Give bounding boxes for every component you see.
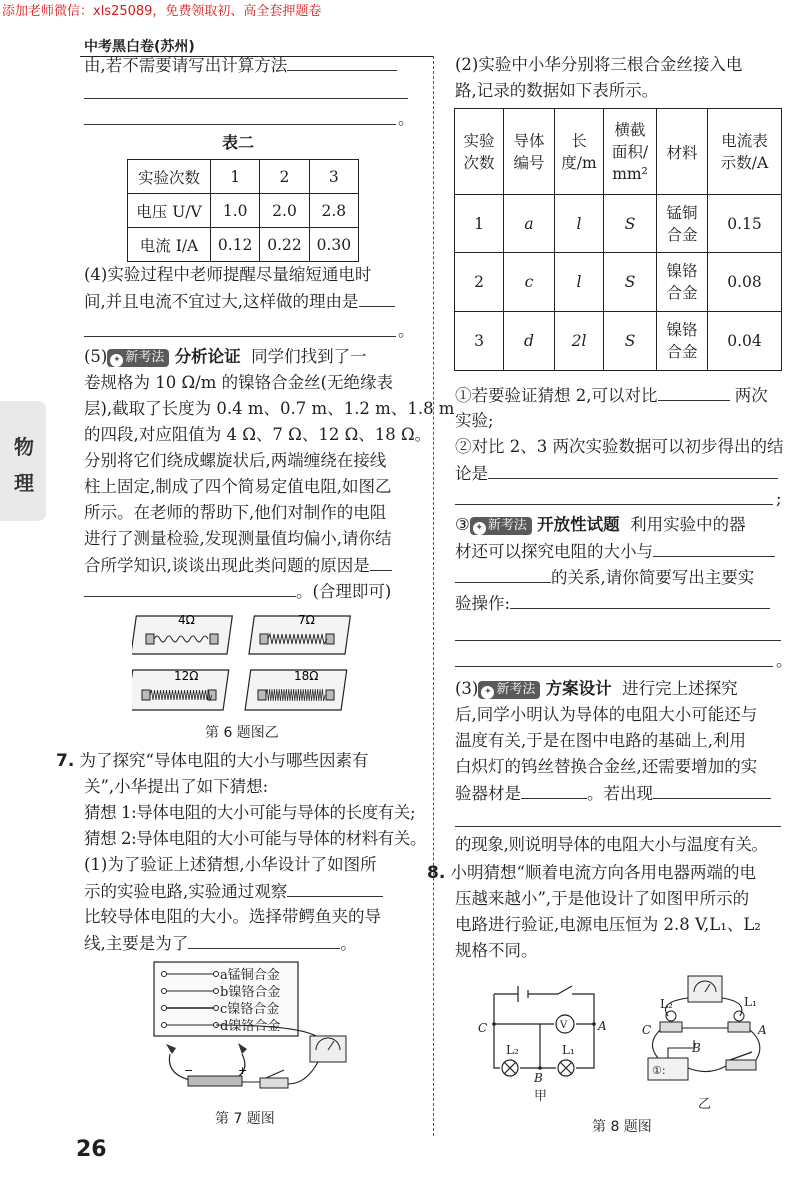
c3-line4 [455,592,770,615]
q7-line: 猜想 2:导体电阻的大小可能与导体的材料有关。 [84,829,427,848]
q6-5-line: 层),截取了长度为 0.4 m、0.7 m、1.2 m、1.8 m [84,399,455,418]
svg-text:①:: ①: [652,1064,666,1077]
table-cell: 0.04 [708,312,782,371]
table2-title: 表二 [222,133,255,152]
header-text: 实验次数 [463,131,495,172]
table-cell: 1 [455,195,504,253]
table-cell [657,253,708,312]
table-row [455,312,782,371]
c3-line3-text: 的关系,请你简要写出主要实 [551,568,755,587]
watermark: 添加老师微信：xls25089，免费领取初、高全套押题卷 [2,4,322,19]
fig8-physical-setup [630,972,780,1114]
answer-line[interactable] [455,666,773,667]
table-header-cell [555,109,604,195]
resistor-board-4ohm [132,613,232,654]
answer-blank[interactable] [287,54,397,71]
q6-5-prefix: (5) [84,347,108,366]
period: 。 [398,109,415,128]
q7-3-line5 [455,782,771,805]
q7-3-line: 后,同学小明认为导体的电阻大小可能还与 [455,705,758,724]
point-c-label: C [642,1023,652,1037]
table-row [455,253,782,312]
semicolon: ; [776,489,782,508]
table-cell: S [604,195,657,253]
table-cell: 1.0 [211,194,260,228]
c3-line2-text: 材还可以探究电阻的大小与 [455,542,653,561]
lamp-l2-label: L₂ [506,1043,519,1057]
q7-3-line: 温度有关,于是在图中电路的基础上,利用 [455,731,746,750]
c3-line2 [455,540,775,563]
q6-5-line: 分别将它们绕成螺旋状后,两端缠绕在接线 [84,451,387,470]
fig8-caption: 第 8 题图 [592,1119,652,1135]
q6-5-line: 进行了测量检验,发现测量值均偏小,请你结 [84,529,392,548]
q6-5-line-text: 合所学知识,谈谈出现此类问题的原因是 [84,556,370,575]
answer-blank[interactable] [658,384,730,401]
wire-label: d镍铬合金 [220,1019,281,1034]
cell-text: 镍铬合金 [666,321,698,361]
switch-icon [260,1078,288,1088]
q6-5-line1-rest: 同学们找到了一 [251,347,367,366]
period: 。 [776,651,793,670]
svg-text:+: + [238,1064,248,1077]
lamp-l1-device [728,1011,750,1032]
svg-text:−: − [184,1064,194,1077]
q6-5-line: 的四段,对应阻值为 4 Ω、7 Ω、12 Ω、18 Ω。 [84,425,432,444]
q6-5-line1 [84,346,367,368]
answer-line[interactable] [455,504,773,505]
resistor-board-7ohm [249,613,350,654]
answer-line[interactable] [455,826,781,827]
period: 。 [398,321,415,340]
c3-line3 [455,566,754,589]
answer-blank[interactable] [370,554,392,571]
table-cell: 3 [455,312,504,371]
q6-4-line2-text: 间,并且电流不宜过大,这样做的理由是 [84,292,359,311]
table-cell: 0.15 [708,195,782,253]
q8-line1 [427,862,756,884]
q6-5-tag: 分析论证 [174,347,241,366]
q7-line-text: 示的实验电路,实验通过观察 [84,882,288,901]
table-header-cell [604,109,657,195]
q7-3-line5-text2: 。若出现 [587,784,653,803]
table-cell: 2 [455,253,504,312]
wire-label: a锰铜合金 [220,968,280,983]
header-text: 长度/m [561,131,597,172]
lightbulb-icon: ✦ [481,686,494,699]
column-divider [433,56,434,1136]
c1-line1 [455,384,768,407]
q8-line1-text: 小明猜想“顺着电流方向各用电器两端的电 [450,863,756,882]
answer-blank[interactable] [653,540,775,557]
cell-text: 锰铜合金 [666,203,698,244]
c2-line1: ②对比 2、3 两次实验数据可以初步得出的结 [455,437,784,456]
c1-line1-end: 两次 [734,386,768,405]
table-cell: 电压 U/V [128,194,211,228]
wire-label: c镍铬合金 [220,1002,280,1017]
switch-icon [558,986,572,994]
fig8-sub-left: 甲 [534,1089,548,1104]
alligator-clip [238,1043,247,1054]
q7-3-line5-text: 验器材是 [455,784,521,803]
table-cell: l [555,253,604,312]
fig6-resistor-boards [132,604,360,718]
answer-line[interactable] [84,336,396,337]
answer-blank[interactable] [455,566,551,583]
c3-line1 [455,514,746,536]
table-cell: a [504,195,555,253]
table-header-cell [708,109,782,195]
header-text: 电流表示数/A [720,131,769,172]
table-header-cell: 材料 [657,109,708,195]
q7-3-line: 白炽灯的钨丝替换合金丝,还需要增加的实 [455,757,758,776]
table-cell: S [604,312,657,371]
table-cell: 0.12 [211,228,260,262]
table-header-cell [504,109,555,195]
table-cell: S [604,253,657,312]
answer-blank[interactable] [287,880,383,897]
resistor-board-12ohm [132,669,229,710]
q6-5-line: 柱上固定,制成了四个简易定值电阻,如图乙 [84,477,392,496]
q8-line: 压越来越小”,于是他设计了如图甲所示的 [455,889,750,908]
side-tab-char-2: 理 [14,471,34,495]
q6-5-end [84,580,391,603]
q6-4-line1: (4)实验过程中老师提醒尽量缩短通电时 [84,265,372,284]
q7-3-tag: 方案设计 [545,679,612,698]
lamp-l1-label: L₁ [744,995,757,1009]
c1-line2: 实验; [455,411,494,430]
table-cell: 电流 I/A [128,228,211,262]
fig8-circuit-diagram [472,976,612,1108]
q6-5-end-text: 。(合理即可) [296,582,392,601]
header-text: 导体编号 [513,131,545,172]
table-cell: l [555,195,604,253]
point-c-label: C [478,1021,488,1035]
resistor-label: 18Ω [294,669,319,683]
resistor-label: 7Ω [298,613,315,627]
point-b-label: B [534,1071,543,1085]
table-cell: 1 [211,160,260,194]
table-cell [657,195,708,253]
header-text: 横截面积/mm² [611,120,649,183]
q7-line: 关”,小华提出了如下猜想: [84,777,269,796]
q7-3-line1-rest: 进行完上述探究 [622,679,738,698]
fig6-caption: 第 6 题图乙 [205,725,279,741]
q8-line: 电路进行验证,电源电压恒为 2.8 V,L₁、L₂ [455,915,761,934]
table2 [127,159,359,262]
lamp-l2-label: L₂ [660,997,673,1011]
q6-cont-line1 [84,54,397,77]
table-row [128,194,359,228]
q7-number: 7. [56,751,75,771]
q7-3-prefix: (3) [455,679,479,698]
alligator-clip [166,1044,176,1054]
q6-5-line [84,554,392,577]
subject-side-tab [0,401,46,521]
voltmeter-label: V [560,1020,568,1031]
q7-line: (1)为了验证上述猜想,小华设计了如图所 [84,855,377,874]
q7-line1-text: 为了探究“导体电阻的大小与哪些因素有 [79,751,369,770]
new-method-badge [107,349,169,367]
table-cell: 2.8 [309,194,358,228]
answer-blank[interactable] [488,462,778,479]
resistor-board-18ohm [245,669,347,710]
q7-2-line1: (2)实验中小华分别将三根合金丝接入电 [455,55,743,74]
page-number: 26 [76,1137,107,1162]
switch-device [726,1060,756,1070]
new-method-badge [478,681,540,699]
answer-blank[interactable] [521,782,587,799]
q6-4-line2 [84,290,395,313]
q7-line: 猜想 1:导体电阻的大小可能与导体的长度有关; [84,803,416,822]
table-row [128,160,359,194]
c1-line1-text: ①若要验证猜想 2,可以对比 [455,386,658,405]
table-cell: 2 [260,160,309,194]
battery-icon [188,1076,242,1086]
answer-blank[interactable] [84,580,296,597]
table-cell: 0.30 [309,228,358,262]
q7-line [84,932,357,955]
c2-line2-text: 论是 [455,464,488,483]
answer-line[interactable] [84,98,408,99]
c3-line4-text: 验操作: [455,594,511,613]
lamp-l1-label: L₁ [562,1043,575,1057]
fig8-sub-right: 乙 [698,1097,712,1112]
badge-text: 新考法 [125,350,165,365]
point-b-label: B [692,1041,701,1055]
ammeter-icon [310,1036,346,1062]
q7-3-line7: 的现象,则说明导体的电阻大小与温度有关。 [455,835,768,854]
fig7-circuit [150,958,360,1108]
c3-line1-rest: 利用实验中的器 [630,515,746,534]
table-cell: 3 [309,160,358,194]
table-cell: 实验次数 [128,160,211,194]
table-cell: 0.22 [260,228,309,262]
wire-label: b镍铬合金 [220,985,281,1000]
resistor-label: 4Ω [178,613,195,627]
c3-prefix: ③ [455,515,470,534]
badge-text: 新考法 [487,518,527,533]
q7-2-line2: 路,记录的数据如下表所示。 [455,81,659,100]
table-header-row [455,109,782,195]
page-header-title: 中考黑白卷(苏州) [84,39,195,55]
resistor-label: 12Ω [174,669,199,683]
answer-blank[interactable] [510,592,770,609]
q7-3-line1 [455,678,738,700]
answer-blank[interactable] [188,932,340,949]
point-a-label: A [598,1019,607,1033]
side-tab-char-1: 物 [14,435,34,459]
lamp-l2-device [660,1011,682,1032]
fig7-caption: 第 7 题图 [215,1111,275,1127]
table-row [128,228,359,262]
table-cell: 2.0 [260,194,309,228]
badge-text: 新考法 [496,682,536,697]
table-cell: c [504,253,555,312]
table-cell: 0.08 [708,253,782,312]
answer-blank[interactable] [359,290,395,307]
q6-cont-text: 由,若不需要请写出计算方法 [84,56,288,75]
table-cell: d [504,312,555,371]
q6-5-line: 卷规格为 10 Ω/m 的镍铬合金丝(无绝缘表 [84,373,394,392]
new-method-badge [470,517,532,535]
lightbulb-icon: ✦ [110,354,123,367]
q7-line1 [56,750,368,772]
table3 [454,108,782,371]
q7-line: 比较导体电阻的大小。选择带鳄鱼夹的导 [84,907,381,926]
q6-5-line: 所示。在老师的帮助下,他们对制作的电阻 [84,503,387,522]
c3-tag: 开放性试题 [537,515,620,534]
answer-blank[interactable] [653,782,771,799]
q8-number: 8. [427,863,446,883]
c2-line2 [455,462,778,485]
table-cell [657,312,708,371]
table-header-cell [455,109,504,195]
voltmeter-device [688,976,722,1002]
q7-line-text: 线,主要是为了 [84,934,189,953]
cell-text: 镍铬合金 [666,262,698,302]
table-row [455,195,782,253]
period: 。 [340,934,357,953]
q8-line: 规格不同。 [455,941,538,960]
point-a-label: A [758,1023,767,1037]
answer-line[interactable] [455,640,781,641]
q7-line [84,880,383,903]
lightbulb-icon: ✦ [473,522,486,535]
table-cell: 2l [555,312,604,371]
answer-line[interactable] [84,124,396,125]
